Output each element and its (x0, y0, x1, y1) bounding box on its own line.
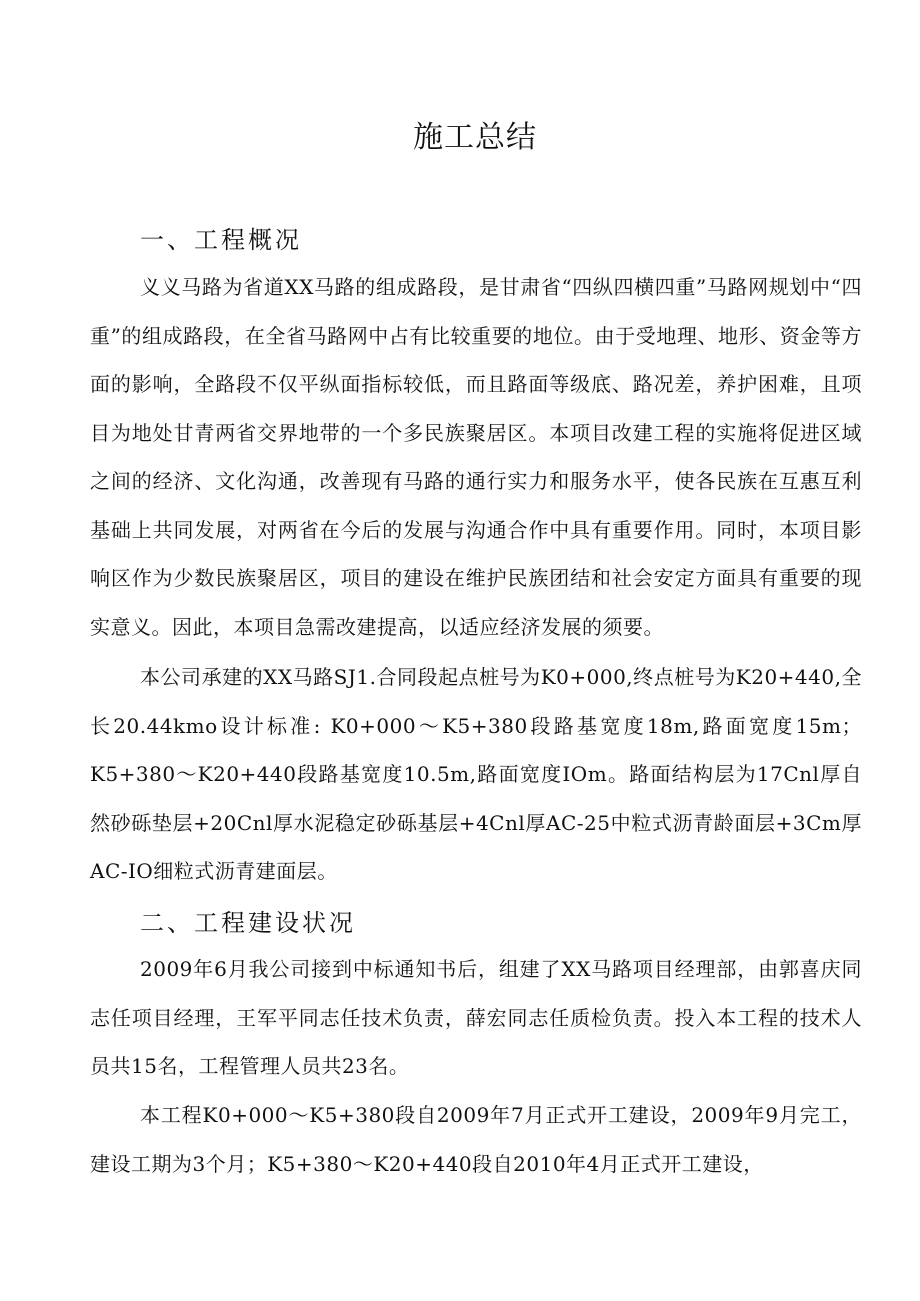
construction-paragraph-1: 2009年6月我公司接到中标通知书后，组建了XX马路项目经理部，由郭喜庆同志任项目经理，王军平同志任技术负责，薛宏同志任质检负责。投入本工程的技术人员共15名，工程管理人员共23名。 (90, 957, 862, 1078)
section-heading-construction-status: 二、工程建设状况 (140, 909, 356, 937)
construction-paragraph-2: 本工程K0+000〜K5+380段自2009年7月正式开工建设，2009年9月完工，建设工期为3个月；K5+380〜K20+440段自2010年4月正式开工建设， (90, 1103, 862, 1176)
overview-paragraph-2: 本公司承建的XX马路SJ1.合同段起点桩号为K0+000,终点桩号为K20+440,全长20.44kmo设计标准: K0+000〜K5+380段路基宽度18m,路面宽度15m；K5+380〜K20+440段路基宽度10.5m,路面宽度IOm。路面结构层为17Cnl厚自然砂砾垫层+20Cnl厚水泥稳定砂砾基层+4Cnl厚AC-25中粒式沥青龄面层+3Cm厚AC-IO细粒式沥青建面层。 (90, 665, 862, 883)
section-heading-overview: 一、工程概况 (140, 226, 302, 254)
document-title: 施工总结 (413, 120, 537, 155)
overview-paragraph-1: 义义马路为省道XX马路的组成路段，是甘肃省“四纵四横四重”马路网规划中“四重”的组成路段，在全省马路网中占有比较重要的地位。由于受地理、地形、资金等方面的影响，全路段不仅平纵面指标较低，而且路面等级底、路况差，养护困难，且项目为地处甘青两省交界地带的一个多民族聚居区。本项目改建工程的实施将促进区域之间的经济、文化沟通，改善现有马路的通行实力和服务水平，使各民族在互惠互利基础上共同发展，对两省在今后的发展与沟通合作中具有重要作用。同时，本项目影响区作为少数民族聚居区，项目的建设在维护民族团结和社会安定方面具有重要的现实意义。因此，本项目急需改建提高，以适应经济发展的须要。 (90, 275, 862, 639)
